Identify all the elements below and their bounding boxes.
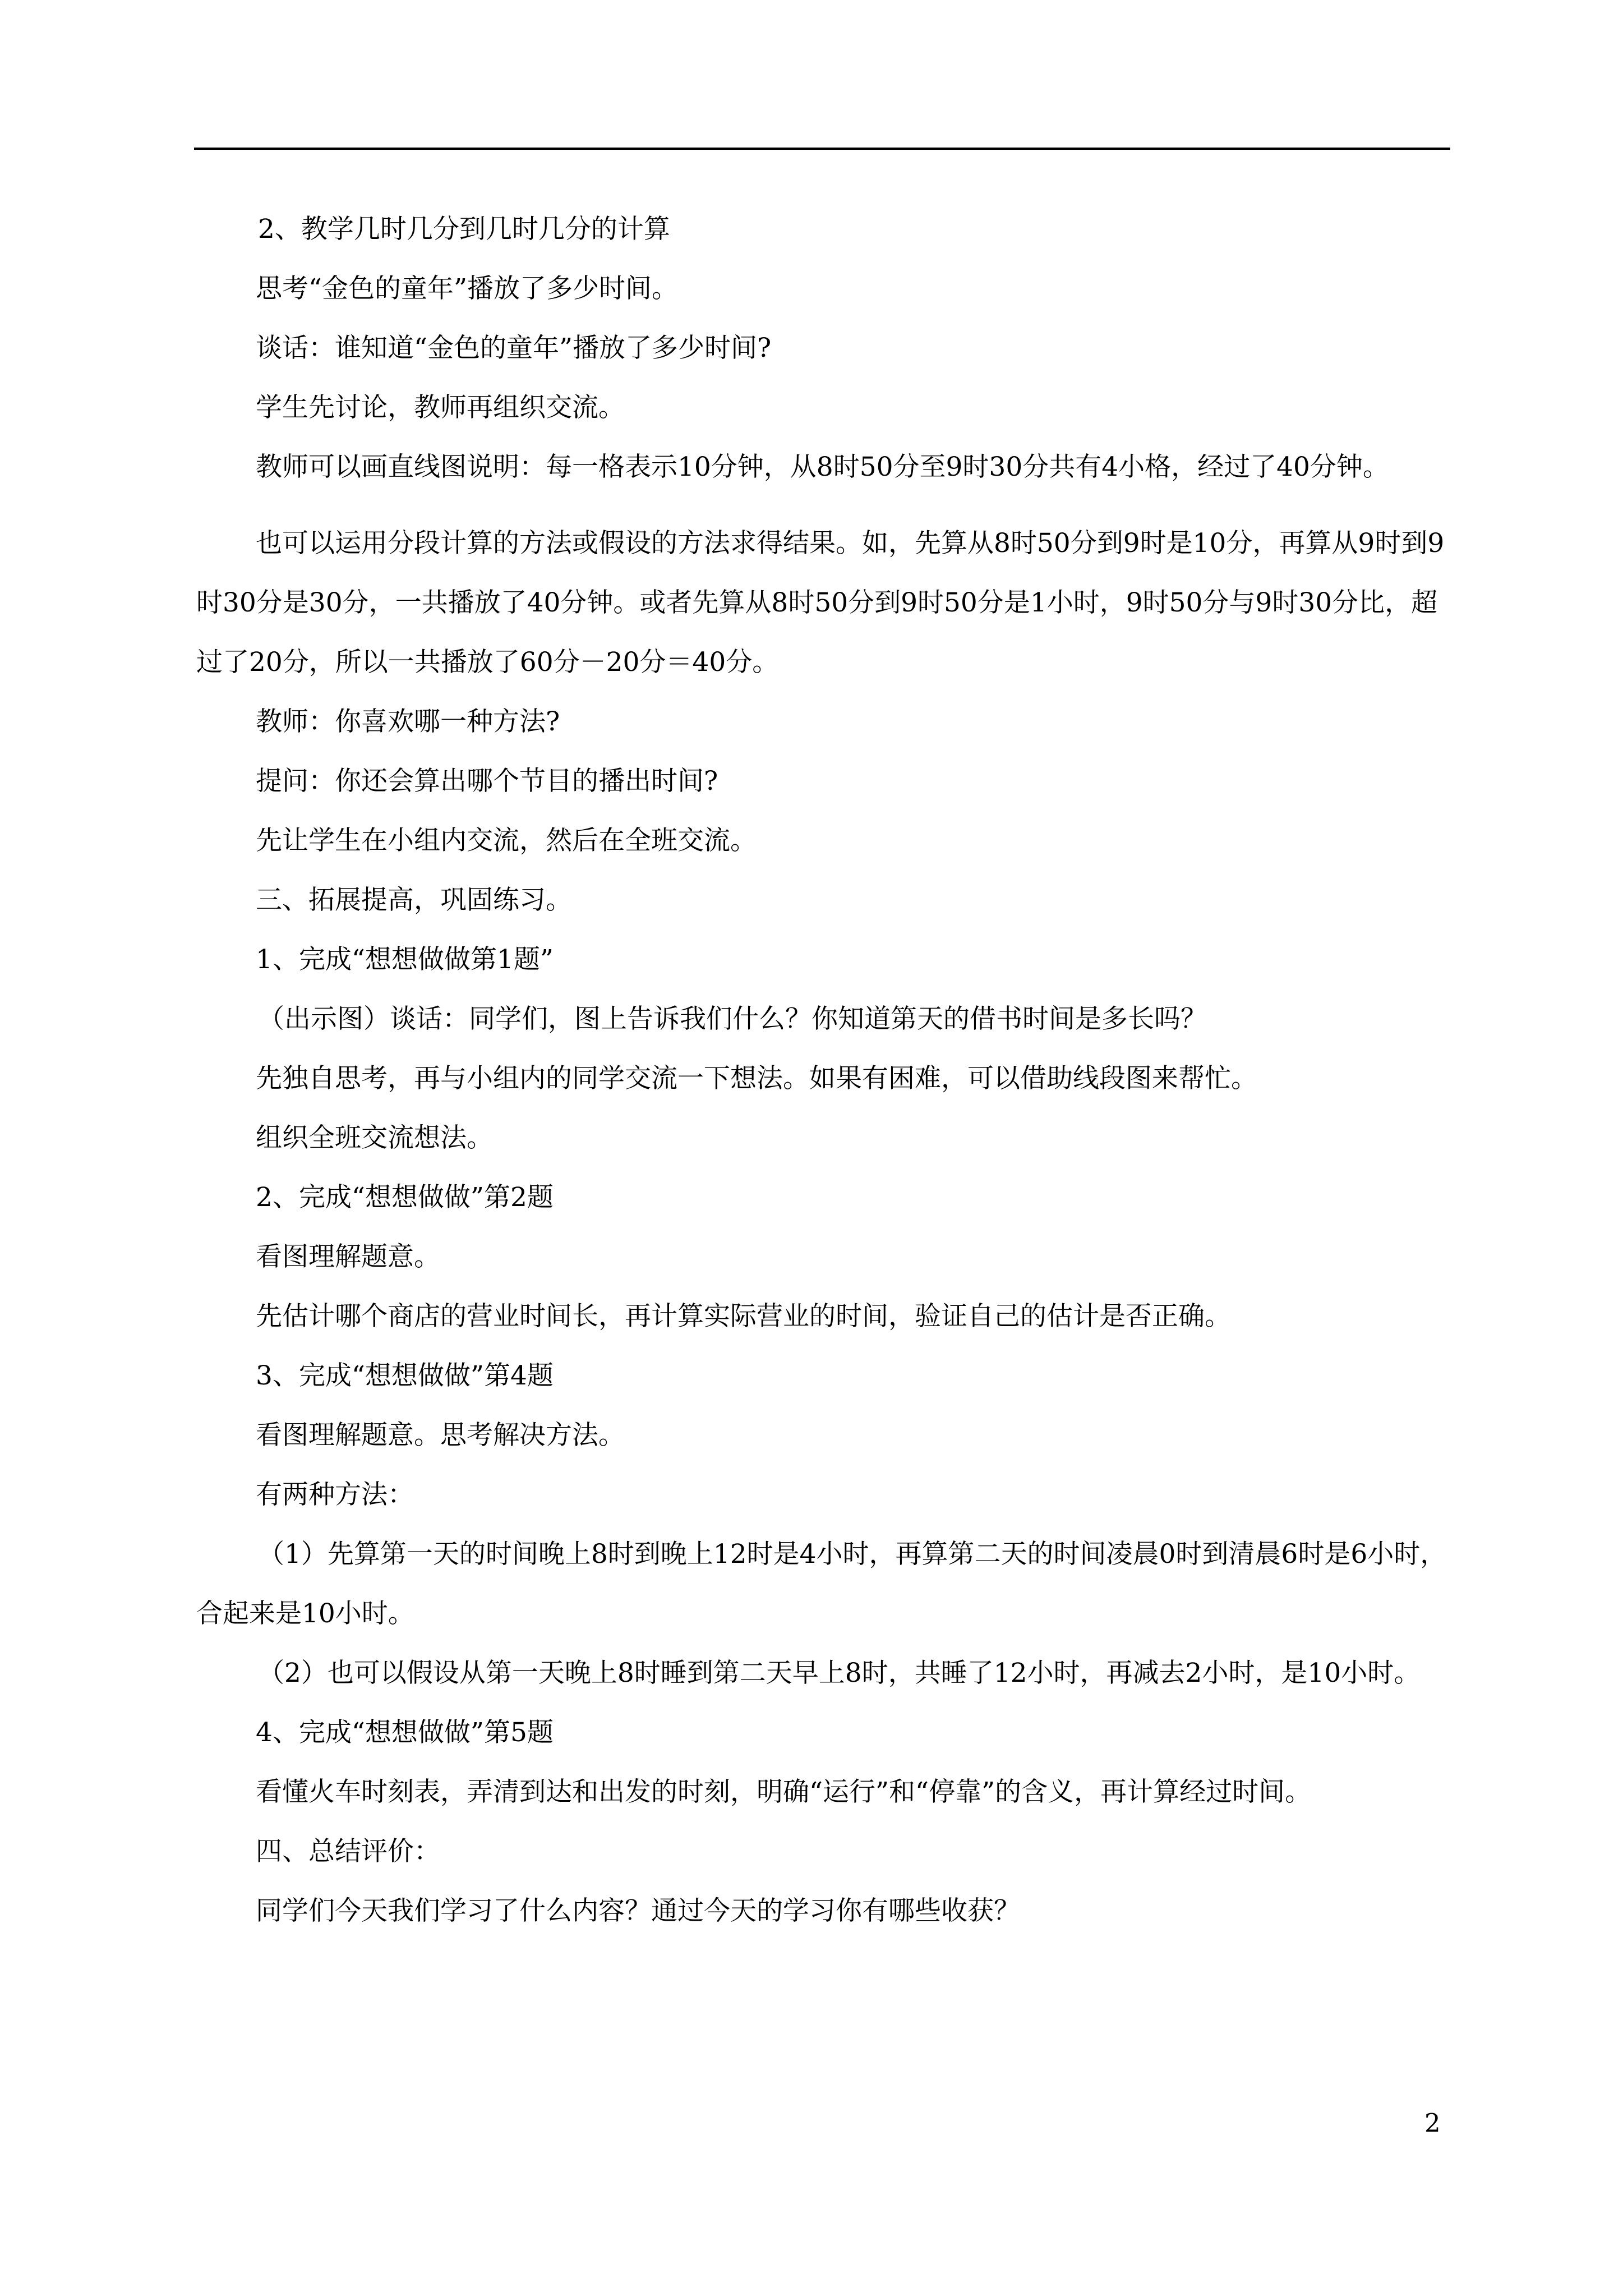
paragraph: 也可以运用分段计算的方法或假设的方法求得结果。如，先算从8时50分到9时是10分，再算从9时到9时30分是30分，一共播放了40分钟。或者先算从8时50分到9时50分是1小时，9时50分与9时30分比，超过了20分，所以一共播放了60分－20分＝40分。 [196,528,1445,678]
paragraph: 有两种方法： [256,1479,414,1510]
paragraph: （出示图）谈话：同学们，图上告诉我们什么？你知道第天的借书时间是多长吗？ [258,1004,1207,1034]
paragraph: 4、完成“想想做做”第5题 [256,1717,554,1748]
paragraph: 先估计哪个商店的营业时间长，再计算实际营业的时间，验证自己的估计是否正确。 [256,1301,1231,1332]
paragraph: 教师：你喜欢哪一种方法? [256,706,560,737]
section-heading-2: 2、教学几时几分到几时几分的计算 [258,214,670,245]
document-body [196,200,1447,1941]
header-rule [194,148,1450,150]
paragraph: 2、完成“想想做做”第2题 [256,1182,554,1213]
paragraph: 3、完成“想想做做”第4题 [256,1360,554,1391]
paragraph: 看图理解题意。思考解决方法。 [256,1420,625,1451]
paragraph: 先让学生在小组内交流，然后在全班交流。 [256,825,757,856]
paragraph: 先独自思考，再与小组内的同学交流一下想法。如果有困难，可以借助线段图来帮忙。 [256,1063,1257,1094]
paragraph: 谈话：谁知道“金色的童年”播放了多少时间? [256,333,772,364]
paragraph: 组织全班交流想法。 [256,1122,493,1153]
paragraph: 同学们今天我们学习了什么内容？通过今天的学习你有哪些收获？ [256,1895,1020,1926]
paragraph: 教师可以画直线图说明：每一格表示10分钟，从8时50分至9时30分共有4小格，经过了40分钟。 [256,452,1389,482]
paragraph: （1）先算第一天的时间晚上8时到晚上12时是4小时，再算第二天的时间凌晨0时到清晨6时是6小时，合起来是10小时。 [196,1539,1447,1629]
paragraph: 思考“金色的童年”播放了多少时间。 [256,273,679,304]
paragraph: 看懂火车时刻表，弄清到达和出发的时刻，明确“运行”和“停靠”的含义，再计算经过时间。 [256,1777,1312,1807]
paragraph: 学生先讨论，教师再组织交流。 [256,392,625,423]
paragraph: （2）也可以假设从第一天晚上8时睡到第二天早上8时，共睡了12小时，再减去2小时，是10小时。 [258,1658,1421,1688]
paragraph: 1、完成“想想做做第1题” [256,944,554,975]
page-number: 2 [1424,2108,1441,2138]
section-heading-4: 四、总结评价： [256,1836,440,1867]
paragraph: 提问：你还会算出哪个节目的播出时间? [256,766,718,797]
section-heading-3: 三、拓展提高，巩固练习。 [256,885,572,915]
paragraph: 看图理解题意。 [256,1241,440,1272]
